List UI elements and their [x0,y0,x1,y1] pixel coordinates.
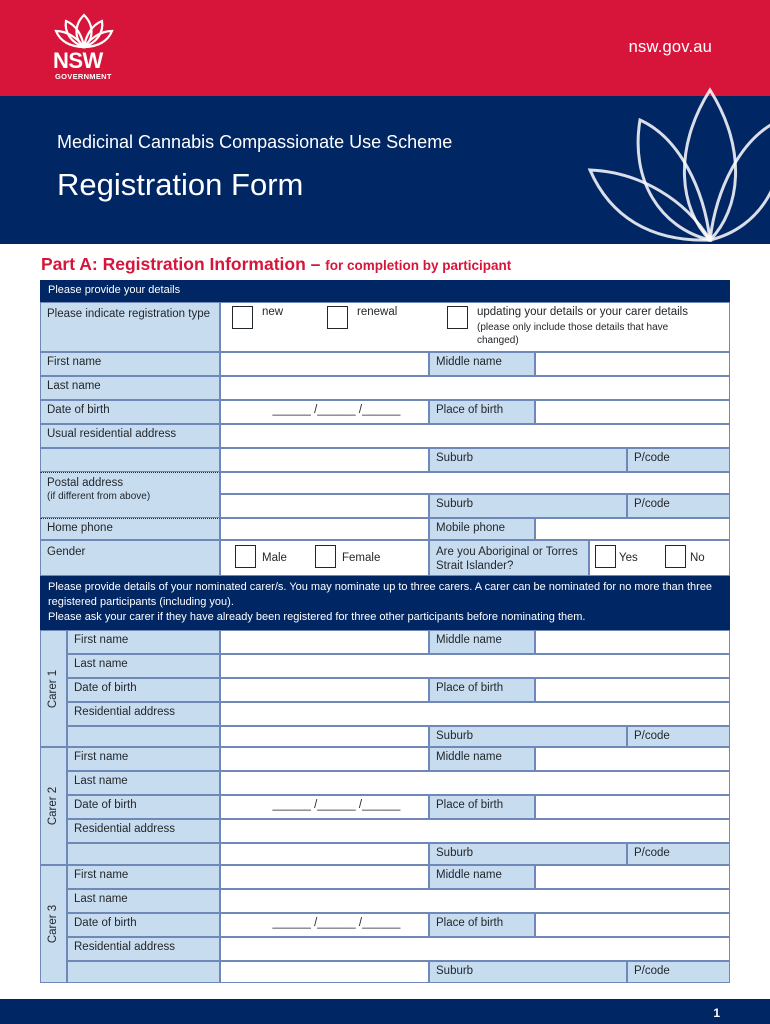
carer-1-middle-name-label [429,630,535,654]
carer-2-address-text: Residential address [74,823,176,835]
carer-3-last-name-field[interactable] [220,889,730,913]
participant-section-header-text: Please provide your details [48,284,181,296]
carer-2-dob-blank: ______ /______ /______ [272,799,401,811]
gender-label [40,540,220,576]
carer-intro-header [40,576,730,630]
carer-3-label-text: Carer 3 [47,904,60,944]
carer-2-first-name-text: First name [74,751,129,763]
carer-3-dob-text: Date of birth [74,917,137,929]
carer-3-suburb-label [429,961,627,983]
carer-intro-text-1: Please provide details of your nominated carer/s. You may nominate up to three carers. A carer can be nominated for no more than three registered participants (including you). [48,581,713,608]
postcode-label [627,448,730,472]
checkbox-female[interactable] [315,545,336,568]
first-name-label-text: First name [47,356,102,368]
yes-label: Yes [619,552,638,564]
female-label: Female [342,552,381,564]
carer-3-postcode-text: P/code [634,965,670,977]
postal-address-note: (if different from above) [47,491,151,502]
carer-1-label [40,630,67,747]
carer-3-place-of-birth-label [429,913,535,937]
carer-1-middle-name-field[interactable] [535,630,730,654]
suburb-label-text: Suburb [436,452,474,464]
carer-2-address-field[interactable] [220,819,730,843]
carer-3-dob-field[interactable] [220,913,429,937]
aboriginal-question-text: Are you Aboriginal or Torres Strait Islander? [436,546,578,572]
last-name-label [40,376,220,400]
carer-1-dob-label [67,678,220,702]
carer-2-address-line2-field[interactable] [220,843,429,865]
carer-3-suburb-text: Suburb [436,965,474,977]
option-update-label: updating your details or your carer details [477,306,688,318]
male-label: Male [262,552,287,564]
checkbox-no[interactable] [665,545,686,568]
carer-3-postcode-label [627,961,730,983]
carer-1-dob-text: Date of birth [74,682,137,694]
mobile-phone-field[interactable] [535,518,730,540]
carer-1-middle-name-text: Middle name [436,634,502,646]
postal-postcode-label [627,494,730,518]
carer-2-middle-name-label [429,747,535,771]
last-name-label-text: Last name [47,380,101,392]
carer-3-place-of-birth-field[interactable] [535,913,730,937]
place-of-birth-field[interactable] [535,400,730,424]
checkbox-new[interactable] [232,306,253,329]
middle-name-label-text: Middle name [436,356,502,368]
carer-3-label [40,865,67,983]
usual-address-label [40,424,220,448]
postal-address-label [40,472,220,518]
first-name-field[interactable] [220,352,429,376]
carer-3-address-label [67,937,220,961]
carer-2-place-of-birth-label [429,795,535,819]
carer-1-first-name-text: First name [74,634,129,646]
dob-field[interactable] [220,400,429,424]
participant-section-header [40,280,730,302]
carer-2-first-name-field[interactable] [220,747,429,771]
waratah-logo-icon [52,9,116,51]
carer-3-dob-label [67,913,220,937]
carer-1-last-name-text: Last name [74,658,128,670]
place-of-birth-label [429,400,535,424]
carer-1-first-name-field[interactable] [220,630,429,654]
postal-suburb-label-text: Suburb [436,498,474,510]
carer-1-address-field[interactable] [220,702,730,726]
option-update-note: (please only include those details that have changed) [477,322,669,346]
first-name-label [40,352,220,376]
place-of-birth-label-text: Place of birth [436,404,504,416]
no-label: No [690,552,705,564]
mobile-phone-label-text: Mobile phone [436,522,506,534]
middle-name-label [429,352,535,376]
carer-2-dob-label [67,795,220,819]
option-new-label: new [262,306,284,318]
carer-2-middle-name-text: Middle name [436,751,502,763]
postal-postcode-label-text: P/code [634,498,670,510]
carer-intro-text-2: Please ask your carer if they have already been registered for three other participants before nominating them. [48,611,586,623]
carer-3-middle-name-field[interactable] [535,865,730,889]
carer-2-first-name-label [67,747,220,771]
registration-type-label [40,302,220,352]
checkbox-update[interactable] [447,306,468,329]
footer-band [0,999,770,1024]
carer-2-suburb-text: Suburb [436,847,474,859]
carer-3-last-name-text: Last name [74,893,128,905]
carer-2-place-of-birth-field[interactable] [535,795,730,819]
option-renewal-label: renewal [357,306,398,318]
carer-1-address-label-cont [67,726,220,747]
suburb-label [429,448,627,472]
carer-2-address-label-cont [67,843,220,865]
carer-3-address-field[interactable] [220,937,730,961]
carer-3-first-name-text: First name [74,869,129,881]
postal-address-label-text: Postal address [47,477,124,489]
carer-3-middle-name-label [429,865,535,889]
carer-1-last-name-label [67,654,220,678]
carer-1-place-of-birth-label [429,678,535,702]
carer-2-middle-name-field[interactable] [535,747,730,771]
dob-label-text: Date of birth [47,404,110,416]
middle-name-field[interactable] [535,352,730,376]
nsw-logo-text: NSW [53,48,103,73]
carer-1-suburb-text: Suburb [436,730,474,742]
carer-1-suburb-label [429,726,627,747]
carer-1-postcode-label [627,726,730,747]
carer-2-place-of-birth-text: Place of birth [436,799,504,811]
usual-address-field[interactable] [220,424,730,448]
carer-3-address-label-cont [67,961,220,983]
carer-1-dob-field[interactable] [220,678,429,702]
usual-address-line2-field[interactable] [220,448,429,472]
waratah-decoration-icon [560,60,770,244]
page-number: 1 [713,1006,720,1020]
carer-1-label-text: Carer 1 [47,669,60,708]
part-a-heading [41,254,511,275]
usual-address-label-text: Usual residential address [47,428,177,440]
carer-3-address-line2-field[interactable] [220,961,429,983]
carer-3-middle-name-text: Middle name [436,869,502,881]
carer-1-address-line2-field[interactable] [220,726,429,747]
carer-1-address-text: Residential address [74,706,176,718]
carer-3-dob-blank: ______ /______ /______ [272,917,401,929]
part-a-title: Part A: Registration Information – [41,254,321,274]
mobile-phone-label [429,518,535,540]
dob-label [40,400,220,424]
carer-2-last-name-label [67,771,220,795]
aboriginal-question-label [429,540,589,576]
site-url-link[interactable]: nsw.gov.au [628,38,712,56]
postal-suburb-label [429,494,627,518]
carer-3-place-of-birth-text: Place of birth [436,917,504,929]
carer-1-postcode-text: P/code [634,730,670,742]
carer-3-address-text: Residential address [74,941,176,953]
carer-2-last-name-field[interactable] [220,771,730,795]
carer-2-postcode-text: P/code [634,847,670,859]
carer-2-dob-text: Date of birth [74,799,137,811]
postal-address-field[interactable] [220,472,730,494]
carer-2-dob-field[interactable] [220,795,429,819]
registration-type-label-text: Please indicate registration type [47,308,211,320]
carer-2-suburb-label [429,843,627,865]
carer-1-place-of-birth-field[interactable] [535,678,730,702]
carer-2-address-label [67,819,220,843]
postal-address-line2-field[interactable] [220,494,429,518]
carer-3-first-name-field[interactable] [220,865,429,889]
carer-1-first-name-label [67,630,220,654]
last-name-field[interactable] [220,376,730,400]
checkbox-male[interactable] [235,545,256,568]
carer-1-last-name-field[interactable] [220,654,730,678]
usual-address-label-cont [40,448,220,472]
home-phone-field[interactable] [220,518,429,540]
carer-2-postcode-label [627,843,730,865]
checkbox-yes[interactable] [595,545,616,568]
form-title: Registration Form [57,167,304,202]
carer-2-label [40,747,67,865]
home-phone-label-text: Home phone [47,522,113,534]
carer-1-place-of-birth-text: Place of birth [436,682,504,694]
part-a-subtitle: for completion by participant [325,258,512,273]
carer-1-address-label [67,702,220,726]
dob-blank: ______ /______ /______ [272,404,401,416]
carer-3-last-name-label [67,889,220,913]
carer-2-label-text: Carer 2 [47,786,60,826]
carer-2-last-name-text: Last name [74,775,128,787]
postcode-label-text: P/code [634,452,670,464]
home-phone-label [40,518,220,540]
gender-label-text: Gender [47,546,86,558]
scheme-name: Medicinal Cannabis Compassionate Use Scheme [57,132,453,152]
nsw-logo-subtext: GOVERNMENT [55,72,112,81]
checkbox-renewal[interactable] [327,306,348,329]
carer-3-first-name-label [67,865,220,889]
